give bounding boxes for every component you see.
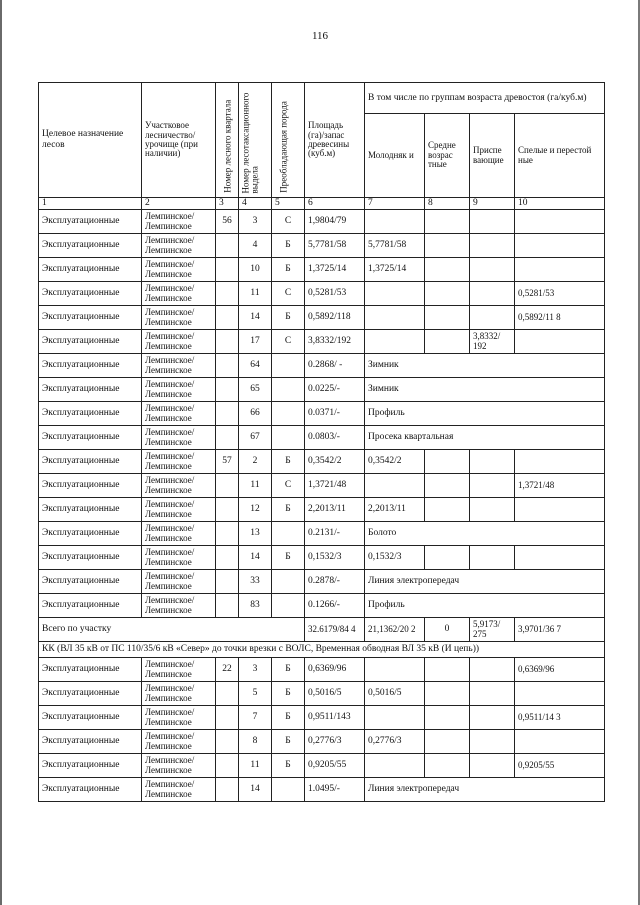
cell-species bbox=[272, 426, 305, 450]
cell-quarter bbox=[216, 426, 239, 450]
cell-mature: 0,9511/14 3 bbox=[515, 706, 605, 730]
cell-purpose: Эксплуатационные bbox=[39, 330, 142, 354]
cell-quarter bbox=[216, 546, 239, 570]
cell-maturing bbox=[470, 306, 515, 330]
cell-purpose: Эксплуатационные bbox=[39, 498, 142, 522]
cell-species: Б bbox=[272, 306, 305, 330]
cell-maturing bbox=[470, 450, 515, 474]
column-number: 10 bbox=[515, 198, 605, 210]
cell-area: 0,2776/3 bbox=[305, 730, 365, 754]
cell-young bbox=[365, 754, 425, 778]
cell-species: Б bbox=[272, 706, 305, 730]
cell-purpose: Эксплуатационные bbox=[39, 354, 142, 378]
table-row bbox=[39, 498, 605, 522]
cell-species: С bbox=[272, 210, 305, 234]
cell-purpose: Эксплуатационные bbox=[39, 570, 142, 594]
cell-quarter bbox=[216, 754, 239, 778]
cell-forestry: Лемпинское/ Лемпинское bbox=[142, 522, 216, 546]
column-number: 8 bbox=[425, 198, 470, 210]
cell-species: Б bbox=[272, 450, 305, 474]
column-number: 2 bbox=[142, 198, 216, 210]
cell-forestry: Лемпинское/ Лемпинское bbox=[142, 378, 216, 402]
cell-note: Профиль bbox=[365, 594, 605, 618]
total-mature: 3,9701/36 7 bbox=[515, 618, 605, 642]
cell-middle bbox=[425, 658, 470, 682]
section-row bbox=[39, 642, 605, 658]
cell-species bbox=[272, 354, 305, 378]
cell-middle bbox=[425, 330, 470, 354]
cell-species: Б bbox=[272, 682, 305, 706]
cell-quarter bbox=[216, 594, 239, 618]
cell-note: Зимник bbox=[365, 378, 605, 402]
cell-forestry: Лемпинское/ Лемпинское bbox=[142, 658, 216, 682]
cell-middle bbox=[425, 282, 470, 306]
cell-quarter bbox=[216, 498, 239, 522]
cell-maturing bbox=[470, 258, 515, 282]
cell-forestry: Лемпинское/ Лемпинское bbox=[142, 354, 216, 378]
cell-quarter bbox=[216, 234, 239, 258]
cell-plot: 3 bbox=[239, 210, 272, 234]
cell-forestry: Лемпинское/ Лемпинское bbox=[142, 546, 216, 570]
cell-plot: 33 bbox=[239, 570, 272, 594]
cell-forestry: Лемпинское/ Лемпинское bbox=[142, 234, 216, 258]
cell-area: 0.2131/- bbox=[305, 522, 365, 546]
table-row bbox=[39, 522, 605, 546]
cell-maturing bbox=[470, 210, 515, 234]
cell-plot: 11 bbox=[239, 282, 272, 306]
cell-purpose: Эксплуатационные bbox=[39, 778, 142, 802]
cell-purpose: Эксплуатационные bbox=[39, 658, 142, 682]
cell-species: Б bbox=[272, 234, 305, 258]
cell-quarter bbox=[216, 354, 239, 378]
table-row bbox=[39, 258, 605, 282]
cell-mature bbox=[515, 210, 605, 234]
column-number: 3 bbox=[216, 198, 239, 210]
page-edge-left bbox=[0, 0, 2, 905]
cell-young bbox=[365, 706, 425, 730]
cell-maturing bbox=[470, 682, 515, 706]
cell-forestry: Лемпинское/ Лемпинское bbox=[142, 330, 216, 354]
cell-purpose: Эксплуатационные bbox=[39, 402, 142, 426]
cell-maturing bbox=[470, 474, 515, 498]
cell-forestry: Лемпинское/ Лемпинское bbox=[142, 474, 216, 498]
page-number: 116 bbox=[311, 30, 329, 42]
cell-middle bbox=[425, 754, 470, 778]
cell-middle bbox=[425, 546, 470, 570]
cell-young: 0,2776/3 bbox=[365, 730, 425, 754]
cell-species: Б bbox=[272, 730, 305, 754]
table-header bbox=[39, 83, 605, 210]
header-quarter bbox=[216, 83, 239, 198]
cell-maturing: 3,8332/ 192 bbox=[470, 330, 515, 354]
column-number: 7 bbox=[365, 198, 425, 210]
cell-young bbox=[365, 330, 425, 354]
cell-maturing bbox=[470, 706, 515, 730]
cell-species: Б bbox=[272, 258, 305, 282]
column-number: 1 bbox=[39, 198, 142, 210]
total-maturing: 5,9173/ 275 bbox=[470, 618, 515, 642]
header-area: Площадь (га)/запас древесины (куб.м) bbox=[305, 83, 365, 198]
cell-mature bbox=[515, 546, 605, 570]
cell-area: 0.1266/- bbox=[305, 594, 365, 618]
cell-young bbox=[365, 282, 425, 306]
cell-area: 0,9205/55 bbox=[305, 754, 365, 778]
cell-quarter bbox=[216, 706, 239, 730]
cell-forestry: Лемпинское/ Лемпинское bbox=[142, 706, 216, 730]
header-young: Молодняк и bbox=[365, 114, 425, 198]
header-forestry: Участковое лесничество/ урочище (при наличии) bbox=[142, 83, 216, 198]
column-number: 5 bbox=[272, 198, 305, 210]
header-purpose: Целевое назначение лесов bbox=[39, 83, 142, 198]
cell-purpose: Эксплуатационные bbox=[39, 426, 142, 450]
cell-species bbox=[272, 522, 305, 546]
cell-purpose: Эксплуатационные bbox=[39, 682, 142, 706]
table-body-part1 bbox=[39, 210, 605, 618]
cell-forestry: Лемпинское/ Лемпинское bbox=[142, 498, 216, 522]
cell-area: 0.2878/- bbox=[305, 570, 365, 594]
cell-purpose: Эксплуатационные bbox=[39, 594, 142, 618]
cell-area: 0.0803/- bbox=[305, 426, 365, 450]
cell-note: Линия электропередач bbox=[365, 778, 605, 802]
table-row bbox=[39, 306, 605, 330]
cell-forestry: Лемпинское/ Лемпинское bbox=[142, 306, 216, 330]
cell-mature: 0,5281/53 bbox=[515, 282, 605, 306]
cell-plot: 14 bbox=[239, 778, 272, 802]
cell-purpose: Эксплуатационные bbox=[39, 450, 142, 474]
cell-purpose: Эксплуатационные bbox=[39, 706, 142, 730]
cell-mature bbox=[515, 682, 605, 706]
cell-area: 0,1532/3 bbox=[305, 546, 365, 570]
header-species-text: Преобладающая порода bbox=[278, 101, 289, 193]
table-row bbox=[39, 402, 605, 426]
cell-young: 5,7781/58 bbox=[365, 234, 425, 258]
cell-area: 0,5281/53 bbox=[305, 282, 365, 306]
cell-note: Профиль bbox=[365, 402, 605, 426]
header-plot bbox=[239, 83, 272, 198]
header-species bbox=[272, 83, 305, 198]
column-number: 9 bbox=[470, 198, 515, 210]
column-number: 4 bbox=[239, 198, 272, 210]
cell-plot: 66 bbox=[239, 402, 272, 426]
cell-quarter bbox=[216, 258, 239, 282]
cell-plot: 14 bbox=[239, 306, 272, 330]
cell-area: 2,2013/11 bbox=[305, 498, 365, 522]
cell-plot: 67 bbox=[239, 426, 272, 450]
total-row bbox=[39, 618, 605, 642]
cell-species bbox=[272, 402, 305, 426]
table-row bbox=[39, 730, 605, 754]
table-row bbox=[39, 378, 605, 402]
cell-forestry: Лемпинское/ Лемпинское bbox=[142, 730, 216, 754]
cell-species: С bbox=[272, 330, 305, 354]
table-row bbox=[39, 450, 605, 474]
cell-plot: 3 bbox=[239, 658, 272, 682]
cell-middle bbox=[425, 682, 470, 706]
cell-plot: 12 bbox=[239, 498, 272, 522]
cell-plot: 11 bbox=[239, 474, 272, 498]
cell-forestry: Лемпинское/ Лемпинское bbox=[142, 258, 216, 282]
cell-purpose: Эксплуатационные bbox=[39, 306, 142, 330]
cell-plot: 4 bbox=[239, 234, 272, 258]
table-row bbox=[39, 474, 605, 498]
cell-note: Зимник bbox=[365, 354, 605, 378]
cell-quarter bbox=[216, 330, 239, 354]
cell-plot: 5 bbox=[239, 682, 272, 706]
cell-note: Линия электропередач bbox=[365, 570, 605, 594]
cell-quarter bbox=[216, 778, 239, 802]
cell-area: 1,9804/79 bbox=[305, 210, 365, 234]
cell-middle bbox=[425, 306, 470, 330]
cell-purpose: Эксплуатационные bbox=[39, 378, 142, 402]
cell-middle bbox=[425, 474, 470, 498]
header-groups: В том числе по группам возраста древостоя (га/куб.м) bbox=[365, 83, 605, 114]
table-row bbox=[39, 426, 605, 450]
cell-mature bbox=[515, 730, 605, 754]
cell-quarter bbox=[216, 378, 239, 402]
cell-plot: 17 bbox=[239, 330, 272, 354]
cell-forestry: Лемпинское/ Лемпинское bbox=[142, 210, 216, 234]
cell-area: 3,8332/192 bbox=[305, 330, 365, 354]
cell-maturing bbox=[470, 234, 515, 258]
cell-middle bbox=[425, 234, 470, 258]
cell-young: 2,2013/11 bbox=[365, 498, 425, 522]
cell-area: 0,3542/2 bbox=[305, 450, 365, 474]
cell-forestry: Лемпинское/ Лемпинское bbox=[142, 402, 216, 426]
header-mature: Спелые и перестой ные bbox=[515, 114, 605, 198]
cell-plot: 83 bbox=[239, 594, 272, 618]
cell-area: 0,5892/118 bbox=[305, 306, 365, 330]
cell-species: Б bbox=[272, 546, 305, 570]
cell-young: 0,5016/5 bbox=[365, 682, 425, 706]
cell-quarter bbox=[216, 522, 239, 546]
header-middle: Средне возрас тные bbox=[425, 114, 470, 198]
cell-purpose: Эксплуатационные bbox=[39, 522, 142, 546]
table-row bbox=[39, 330, 605, 354]
cell-quarter bbox=[216, 682, 239, 706]
cell-young: 1,3725/14 bbox=[365, 258, 425, 282]
table-row bbox=[39, 570, 605, 594]
cell-mature bbox=[515, 234, 605, 258]
cell-plot: 8 bbox=[239, 730, 272, 754]
cell-young bbox=[365, 306, 425, 330]
table-row bbox=[39, 706, 605, 730]
cell-maturing bbox=[470, 658, 515, 682]
cell-species bbox=[272, 778, 305, 802]
cell-forestry: Лемпинское/ Лемпинское bbox=[142, 778, 216, 802]
table-row bbox=[39, 282, 605, 306]
cell-forestry: Лемпинское/ Лемпинское bbox=[142, 570, 216, 594]
cell-quarter: 57 bbox=[216, 450, 239, 474]
table-row bbox=[39, 354, 605, 378]
cell-young bbox=[365, 210, 425, 234]
cell-mature bbox=[515, 498, 605, 522]
cell-plot: 64 bbox=[239, 354, 272, 378]
cell-mature bbox=[515, 450, 605, 474]
header-plot-text: Номер лесотаксационного выдела bbox=[240, 92, 260, 193]
cell-middle bbox=[425, 210, 470, 234]
cell-area: 5,7781/58 bbox=[305, 234, 365, 258]
cell-forestry: Лемпинское/ Лемпинское bbox=[142, 682, 216, 706]
cell-middle bbox=[425, 450, 470, 474]
cell-forestry: Лемпинское/ Лемпинское bbox=[142, 426, 216, 450]
cell-forestry: Лемпинское/ Лемпинское bbox=[142, 450, 216, 474]
cell-species: Б bbox=[272, 498, 305, 522]
column-numbers-row bbox=[39, 198, 605, 210]
total-area: 32.6179/84 4 bbox=[305, 618, 365, 642]
table-row bbox=[39, 658, 605, 682]
cell-purpose: Эксплуатационные bbox=[39, 210, 142, 234]
cell-area: 0,6369/96 bbox=[305, 658, 365, 682]
cell-quarter: 22 bbox=[216, 658, 239, 682]
cell-quarter bbox=[216, 474, 239, 498]
cell-plot: 65 bbox=[239, 378, 272, 402]
cell-area: 1.0495/- bbox=[305, 778, 365, 802]
forest-table bbox=[38, 82, 605, 802]
cell-plot: 7 bbox=[239, 706, 272, 730]
table-row bbox=[39, 754, 605, 778]
cell-area: 0,9511/143 bbox=[305, 706, 365, 730]
cell-quarter bbox=[216, 282, 239, 306]
cell-purpose: Эксплуатационные bbox=[39, 754, 142, 778]
cell-area: 0.0371/- bbox=[305, 402, 365, 426]
table-row bbox=[39, 594, 605, 618]
cell-purpose: Эксплуатационные bbox=[39, 258, 142, 282]
cell-plot: 13 bbox=[239, 522, 272, 546]
cell-purpose: Эксплуатационные bbox=[39, 546, 142, 570]
cell-forestry: Лемпинское/ Лемпинское bbox=[142, 594, 216, 618]
cell-species: С bbox=[272, 282, 305, 306]
cell-quarter bbox=[216, 306, 239, 330]
cell-middle bbox=[425, 258, 470, 282]
cell-area: 1,3721/48 bbox=[305, 474, 365, 498]
cell-species: С bbox=[272, 474, 305, 498]
cell-species bbox=[272, 570, 305, 594]
cell-mature: 0,5892/11 8 bbox=[515, 306, 605, 330]
cell-mature: 1,3721/48 bbox=[515, 474, 605, 498]
table-row bbox=[39, 210, 605, 234]
table-body-part2 bbox=[39, 658, 605, 802]
cell-species bbox=[272, 378, 305, 402]
cell-species: Б bbox=[272, 754, 305, 778]
cell-quarter bbox=[216, 402, 239, 426]
header-quarter-text: Номер лесного квартала bbox=[222, 100, 233, 193]
section-title: КК (ВЛ 35 кВ от ПС 110/35/6 кВ «Север» до точки врезки с ВОЛС, Временная обводная ВЛ 35 кВ (И цепь)) bbox=[39, 642, 605, 658]
cell-maturing bbox=[470, 282, 515, 306]
table-total bbox=[39, 618, 605, 658]
cell-purpose: Эксплуатационные bbox=[39, 730, 142, 754]
cell-quarter bbox=[216, 730, 239, 754]
cell-young bbox=[365, 474, 425, 498]
cell-quarter bbox=[216, 570, 239, 594]
cell-maturing bbox=[470, 546, 515, 570]
cell-young bbox=[365, 658, 425, 682]
table-row bbox=[39, 234, 605, 258]
cell-note: Просека квартальная bbox=[365, 426, 605, 450]
cell-note: Болото bbox=[365, 522, 605, 546]
cell-area: 0,5016/5 bbox=[305, 682, 365, 706]
total-young: 21,1362/20 2 bbox=[365, 618, 425, 642]
cell-quarter: 56 bbox=[216, 210, 239, 234]
table-row bbox=[39, 778, 605, 802]
cell-plot: 2 bbox=[239, 450, 272, 474]
cell-forestry: Лемпинское/ Лемпинское bbox=[142, 282, 216, 306]
cell-plot: 14 bbox=[239, 546, 272, 570]
total-label: Всего по участку bbox=[39, 618, 305, 642]
cell-middle bbox=[425, 706, 470, 730]
cell-purpose: Эксплуатационные bbox=[39, 234, 142, 258]
cell-area: 0.0225/- bbox=[305, 378, 365, 402]
total-middle: 0 bbox=[425, 618, 470, 642]
cell-maturing bbox=[470, 754, 515, 778]
cell-young: 0,1532/3 bbox=[365, 546, 425, 570]
cell-area: 1,3725/14 bbox=[305, 258, 365, 282]
table-row bbox=[39, 682, 605, 706]
cell-mature bbox=[515, 330, 605, 354]
cell-species bbox=[272, 594, 305, 618]
cell-middle bbox=[425, 498, 470, 522]
cell-purpose: Эксплуатационные bbox=[39, 474, 142, 498]
cell-plot: 11 bbox=[239, 754, 272, 778]
cell-plot: 10 bbox=[239, 258, 272, 282]
table-row bbox=[39, 546, 605, 570]
cell-mature bbox=[515, 258, 605, 282]
cell-middle bbox=[425, 730, 470, 754]
cell-forestry: Лемпинское/ Лемпинское bbox=[142, 754, 216, 778]
cell-mature: 0,9205/55 bbox=[515, 754, 605, 778]
cell-area: 0.2868/ - bbox=[305, 354, 365, 378]
cell-species: Б bbox=[272, 658, 305, 682]
cell-purpose: Эксплуатационные bbox=[39, 282, 142, 306]
cell-mature: 0,6369/96 bbox=[515, 658, 605, 682]
cell-maturing bbox=[470, 730, 515, 754]
cell-maturing bbox=[470, 498, 515, 522]
header-maturing: Приспе вающие bbox=[470, 114, 515, 198]
cell-young: 0,3542/2 bbox=[365, 450, 425, 474]
column-number: 6 bbox=[305, 198, 365, 210]
